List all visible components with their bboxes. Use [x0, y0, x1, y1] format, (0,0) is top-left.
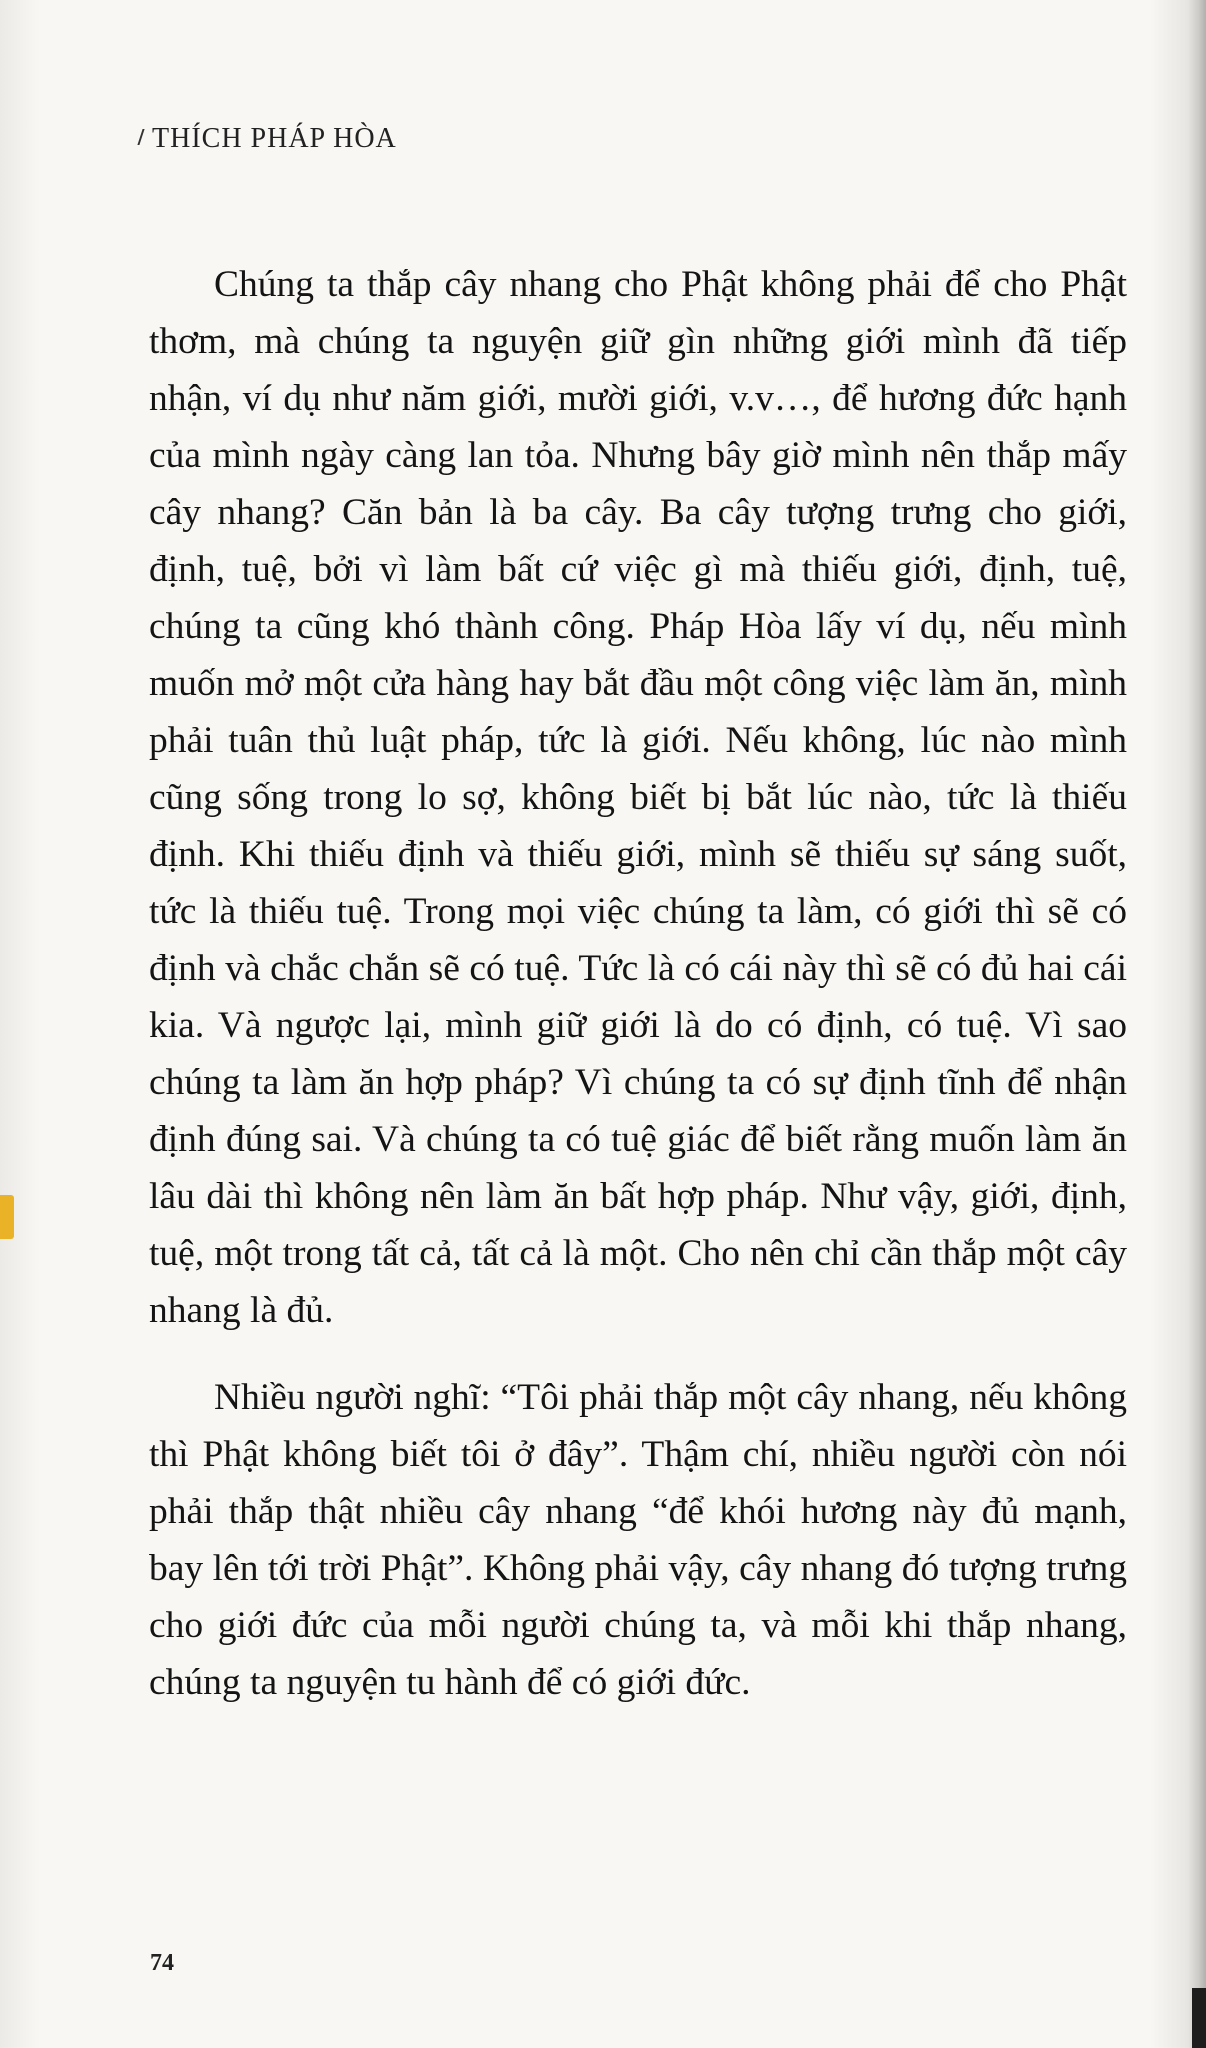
- running-header: THÍCH PHÁP HÒA: [152, 123, 397, 154]
- body-text: [149, 256, 1127, 1711]
- header-mark: [137, 129, 148, 145]
- paragraph-2: Nhiều người nghĩ: “Tôi phải thắp một cây nhang, nếu không thì Phật không biết tôi ở đây”. Thậm chí, nhiều người còn nói phải thắp thật nhiều cây nhang “để khói hương này đủ mạnh, bay lên tới trời Phật”. Không phải vậy, cây nhang đó tượng trưng cho giới đức của mỗi người chúng ta, và mỗi khi thắp nhang, chúng ta nguyện tu hành để có giới đức.: [149, 1377, 1127, 1703]
- paragraph-1: Chúng ta thắp cây nhang cho Phật không phải để cho Phật thơm, mà chúng ta nguyện giữ gìn những giới mình đã tiếp nhận, ví dụ như năm giới, mười giới, v.v…, để hương đức hạnh của mình ngày càng lan tỏa. Nhưng bây giờ mình nên thắp mấy cây nhang? Căn bản là ba cây. Ba cây tượng trưng cho giới, định, tuệ, bởi vì làm bất cứ việc gì mà thiếu giới, định, tuệ, chúng ta cũng khó thành công. Pháp Hòa lấy ví dụ, nếu mình muốn mở một cửa hàng hay bắt đầu một công việc làm ăn, mình phải tuân thủ luật pháp, tức là giới. Nếu không, lúc nào mình cũng sống trong lo sợ, không biết bị bắt lúc nào, tức là thiếu định. Khi thiếu định và thiếu giới, mình sẽ thiếu sự sáng suốt, tức là thiếu tuệ. Trong mọi việc chúng ta làm, có giới thì sẽ có định và chắc chắn sẽ có tuệ. Tức là có cái này thì sẽ có đủ hai cái kia. Và ngược lại, mình giữ giới là do có định, có tuệ. Vì sao chúng ta làm ăn hợp pháp? Vì chúng ta có sự định tĩnh để nhận định đúng sai. Và chúng ta có tuệ giác để biết rằng muốn làm ăn lâu dài thì không nên làm ăn bất hợp pháp. Như vậy, giới, định, tuệ, một trong tất cả, tất cả là một. Cho nên chỉ cần thắp một cây nhang là đủ.: [149, 264, 1127, 1331]
- page-edge-shadow: [1188, 0, 1206, 2048]
- bookmark-tab: [0, 1195, 14, 1239]
- page-number: 74: [150, 1950, 174, 1976]
- binding-shadow: [1192, 1988, 1206, 2048]
